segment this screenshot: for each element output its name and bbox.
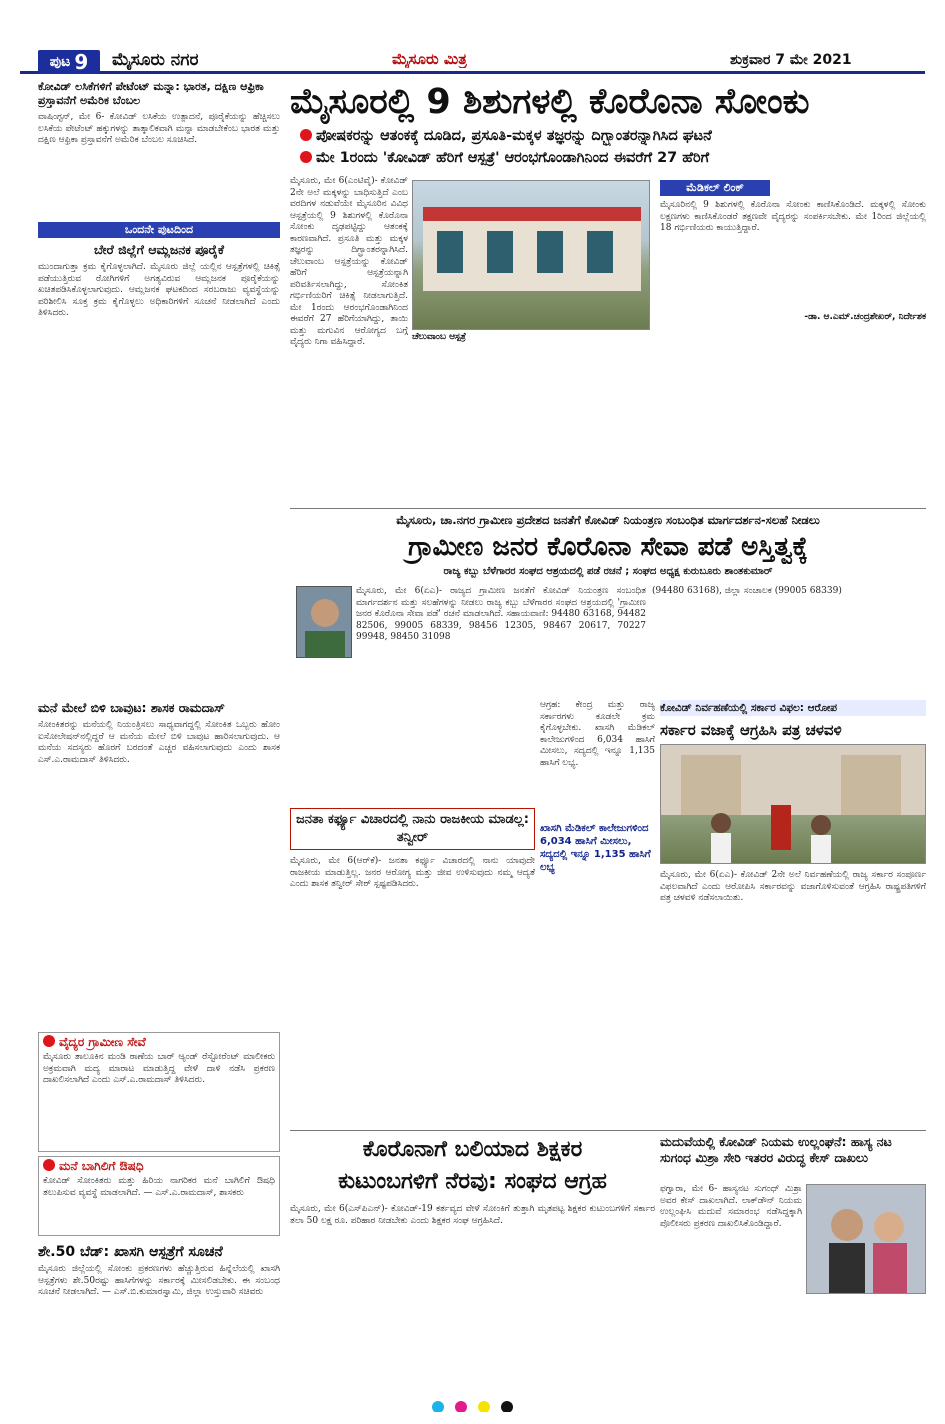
hospital-building-icon: [413, 181, 650, 330]
cyan-dot-icon: [432, 1401, 444, 1412]
doctors-box-title: ವೈದ್ಯರ ಗ್ರಾಮೀಣ ಸೇವೆ: [59, 1035, 146, 1049]
teachers-body: ಮೈಸೂರು, ಮೇ 6(ಎಸ್‌ಪಿಎನ್)- ಕೋವಿಡ್-19 ಕರ್ತವ್ಯದ ವೇಳೆ ಸೋಂಕಿಗೆ ತುತ್ತಾಗಿ ಮೃತಪಟ್ಟ ಶಿಕ್ಷಕರ ಕುಟುಂಬಗಳಿಗೆ ಸರ್ಕಾರ ತಲಾ 50 ಲಕ್ಷ ರೂ. ಪರಿಹಾರ ನೀಡಬೇಕು ಎಂದು ಶಿಕ್ಷಕರ ಸಂಘ ಆಗ್ರಹಿಸಿದೆ.: [290, 1204, 655, 1226]
bullet-icon: [43, 1035, 55, 1047]
white-flag-title: ಮನೆ ಮೇಲೆ ಬಿಳಿ ಬಾವುಟ: ಶಾಸಕ ರಾಮದಾಸ್: [38, 700, 225, 715]
doctors-box: [38, 1032, 280, 1152]
white-flag-body: ಸೋಂಕಿತರನ್ನು ಮನೆಯಲ್ಲಿ ನಿಯಂತ್ರಿಸಲು ಸಾಧ್ಯವಾಗದ್ದಲ್ಲಿ ಸೋಂಕಿತ ಒಬ್ಬರು ಹೋಂ ಐಸೋಲೇಷನ್‌ನಲ್ಲಿದ್ದರೆ ಆ ಮನೆಯ ಮೇಲೆ ಬಿಳಿ ಬಾವುಟ ಹಾರಿಸಲಾಗುವುದು. ಆ ಮನೆಯ ಸದಸ್ಯರು ಹೊರಗೆ ಬರದಂತೆ ಎಚ್ಚರ ವಹಿಸಲಾಗುವುದು ಎಂದು ಶಾಸಕ ಎಸ್.ಎ.ರಾಮದಾಸ್ ತಿಳಿಸಿದರು.: [38, 720, 280, 765]
band-headline: ಗ್ರಾಮೀಣ ಜನರ ಕೊರೊನಾ ಸೇವಾ ಪಡೆ ಅಸ್ತಿತ್ವಕ್ಕೆ: [408, 532, 808, 562]
middle-pull-quote: ಖಾಸಗಿ ಮೆಡಿಕಲ್ ಕಾಲೇಜುಗಳಿಂದ 6,034 ಹಾಸಿಗೆ ಮೀಸಲು, ಸದ್ಯದಲ್ಲಿ ಇನ್ನೂ 1,135 ಹಾಸಿಗೆ ಲಭ್ಯ: [540, 823, 651, 873]
page-label: ಪುಟ: [49, 54, 71, 70]
protest-photo: [660, 744, 926, 864]
lead-brief-title: ಕೋವಿಡ್ ಲಸಿಕೆಗಳಿಗೆ ಪೇಟೆಂಟ್ ಮನ್ನಾ: ಭಾರತ, ದಕ್ಷಿಣ ಆಫ್ರಿಕಾ ಪ್ರಸ್ತಾವನೆಗೆ ಅಮೆರಿಕ ಬೆಂಬಲ: [38, 80, 264, 107]
protest-scene-icon: [661, 745, 926, 864]
failure-headline: ಸರ್ಕಾರ ವಜಾಕ್ಕೆ ಆಗ್ರಹಿಸಿ ಪತ್ರ ಚಳವಳಿ: [660, 721, 842, 739]
oxygen-story-body: ಮುಂದಾಗುತ್ತಾ ಕ್ರಮ ಕೈಗೊಳ್ಳಲಾಗಿದೆ. ಮೈಸೂರು ಜಿಲ್ಲೆ ಯಲ್ಲಿನ ಆಸ್ಪತ್ರೆಗಳಲ್ಲಿ ಚಿಕಿತ್ಸೆ ಪಡೆಯುತ್ತಿರುವ ರೋಗಿಗಳಿಗೆ ಅಗತ್ಯವಿರುವ ಆಮ್ಲಜನಕ ಪೂರೈಕೆಯನ್ನು ಖಚಿತಪಡಿಸಿಕೊಳ್ಳಲಾಗುವುದು. ಆಮ್ಲಜನಕ ಘಟಕದಿಂದ ಸರಬರಾಜು ವ್ಯವಸ್ಥೆಯನ್ನು ಪರಿಶೀಲಿಸಿ ಸೂಕ್ತ ಕ್ರಮ ಕೈಗೊಳ್ಳಲು ಅಧಿಕಾರಿಗಳಿಗೆ ಸೂಚನೆ ನೀಡಲಾಗಿದೆ ಎಂದು ತಿಳಿಸಿದರು.: [38, 262, 280, 318]
page-number: 9: [74, 50, 89, 74]
masthead: ಮೈಸೂರು ಮಿತ್ರ: [392, 50, 467, 68]
beds-story-body: ಮೈಸೂರು ಜಿಲ್ಲೆಯಲ್ಲಿ ಸೋಂಕು ಪ್ರಕರಣಗಳು ಹೆಚ್ಚುತ್ತಿರುವ ಹಿನ್ನೆಲೆಯಲ್ಲಿ ಖಾಸಗಿ ಆಸ್ಪತ್ರೆಗಳು ಶೇ.50ರಷ್ಟು ಹಾಸಿಗೆಗಳನ್ನು ಸರ್ಕಾರಕ್ಕೆ ಮೀಸಲಿಡಬೇಕು. ಈ ಸಂಬಂಧ ಸೂಚನೆ ನೀಡಲಾಗಿದೆ. — ಎಸ್.ಬಿ.ಕುಮಾರಸ್ವಾಮಿ, ಜಿಲ್ಲಾ ಉಸ್ತುವಾರಿ ಸಚಿವರು: [38, 1264, 280, 1297]
registration-marks: [0, 1398, 945, 1412]
failure-kicker: ಕೋವಿಡ್ ನಿರ್ವಹಣೆಯಲ್ಲಿ ಸರ್ಕಾರ ವಿಫಲ: ಆರೋಪ: [660, 700, 926, 716]
section-name: ಮೈಸೂರು ನಗರ: [112, 50, 199, 70]
wedding-body: ಫಗ್ವಾರಾ, ಮೇ 6- ಹಾಸ್ಯನಟ ಸುಗಂಧ್ ಮಿಶ್ರಾ ಅವರ ಕೇಸ್ ದಾಖಲಾಗಿದೆ. ಲಾಕ್‌ಡೌನ್ ನಿಯಮ ಉಲ್ಲಂಘಿಸಿ ಮದುವೆ ಸಮಾರಂಭ ನಡೆಸಿದ್ದಕ್ಕಾಗಿ ಪೊಲೀಸರು ಪ್ರಕರಣ ದಾಖಲಿಸಿಕೊಂಡಿದ್ದಾರೆ.: [660, 1184, 802, 1229]
white-flag-story: [38, 700, 280, 1030]
main-deck-2: ಮೇ 1ರಂದು 'ಕೋವಿಡ್ ಹೆರಿಗೆ ಆಸ್ಪತ್ರೆ' ಆರಂಭಗೊಂಡಾಗಿನಿಂದ ಈವರೆಗೆ 27 ಹೆರಿಗೆ: [316, 150, 710, 166]
bullet-icon: [43, 1159, 55, 1171]
lead-brief: [38, 80, 280, 220]
dateline: ಶುಕ್ರವಾರ 7 ಮೇ 2021: [730, 52, 852, 68]
magenta-dot-icon: [455, 1401, 467, 1412]
tanveer-headline: ಜನತಾ ಕರ್ಫ್ಯೂ ವಿಚಾರದಲ್ಲಿ ನಾನು ರಾಜಕೀಯ ಮಾಡಲ್ಲ: ತನ್ವೀರ್: [290, 808, 535, 850]
lead-brief-body: ವಾಷಿಂಗ್ಟನ್, ಮೇ 6- ಕೋವಿಡ್ ಲಸಿಕೆಯ ಉತ್ಪಾದನೆ, ಪೂರೈಕೆಯನ್ನು ಹೆಚ್ಚಿಸಲು ಲಸಿಕೆಯ ಪೇಟೆಂಟ್ ಹಕ್ಕುಗಳನ್ನು ತಾತ್ಕಾಲಿಕವಾಗಿ ಮನ್ನಾ ಮಾಡಬೇಕೆಂಬ ಭಾರತ ಮತ್ತು ದಕ್ಷಿಣ ಆಫ್ರಿಕಾ ಪ್ರಸ್ತಾವನೆಗೆ ಅಮೆರಿಕ ಬೆಂಬಲ ಸೂಚಿಸಿದೆ.: [38, 112, 280, 145]
wedding-headline: ಮದುವೆಯಲ್ಲಿ ಕೋವಿಡ್ ನಿಯಮ ಉಲ್ಲಂಘನೆ: ಹಾಸ್ಯ ನಟ ಸುಗಂಧ ಮಿಶ್ರಾ ಸೇರಿ ಇತರರ ವಿರುದ್ಧ ಕೇಸ್ ದಾಖಲು: [660, 1134, 892, 1165]
medical-link-body: ಮೈಸೂರಿನಲ್ಲಿ 9 ಶಿಶುಗಳಲ್ಲಿ ಕೊರೊನಾ ಸೋಂಕು ಕಾಣಿಸಿಕೊಂಡಿದೆ. ಮಕ್ಕಳಲ್ಲಿ ಸೋಂಕು ಲಕ್ಷಣಗಳು ಕಾಣಿಸಿಕೊಂಡರೆ ತಕ್ಷಣವೇ ವೈದ್ಯರನ್ನು ಸಂಪರ್ಕಿಸಬೇಕು. ಮೇ 1ರಿಂದ ಜಿಲ್ಲೆಯಲ್ಲಿ 18 ಗರ್ಭಿಣಿಯರು ಕಾಯುತ್ತಿದ್ದಾರೆ.: [660, 200, 926, 233]
main-headline: ಮೈಸೂರಲ್ಲಿ 9 ಶಿಶುಗಳಲ್ಲಿ ಕೊರೊನಾ ಸೋಂಕು: [290, 82, 810, 122]
main-story-body: ಮೈಸೂರು, ಮೇ 6(ಎಂಟಿವೈ)- ಕೋವಿಡ್ 2ನೇ ಅಲೆ ಮಕ್ಕಳನ್ನು ಬಾಧಿಸುತ್ತಿದೆ ಎಂಬ ವರದಿಗಳ ನಡುವೆಯೇ ಮೈಸೂರಿನ ವಿವಿಧ ಆಸ್ಪತ್ರೆಯಲ್ಲಿ 9 ಶಿಶುಗಳಲ್ಲಿ ಕೊರೊನಾ ಸೋಂಕು ದೃಢಪಟ್ಟಿದ್ದು ಆತಂಕಕ್ಕೆ ಕಾರಣವಾಗಿದೆ. ಪ್ರಸೂತಿ ಮತ್ತು ಮಕ್ಕಳ ತಜ್ಞರನ್ನು ದಿಗ್ಭ್ರಾಂತರನ್ನಾಗಿಸಿದೆ. ಚೆಲುವಾಂಬ ಆಸ್ಪತ್ರೆಯನ್ನು ಕೋವಿಡ್ ಹೆರಿಗೆ ಆಸ್ಪತ್ರೆಯನ್ನಾಗಿ ಪರಿವರ್ತಿಸಲಾಗಿದ್ದು, ಸೋಂಕಿತ ಗರ್ಭಿಣಿಯರಿಗೆ ಚಿಕಿತ್ಸೆ ನೀಡಲಾಗುತ್ತಿದೆ. ಮೇ 1ರಂದು ಆರಂಭಗೊಂಡಾಗಿನಿಂದ ಈವರೆಗೆ 27 ಹೆರಿಗೆಯಾಗಿದ್ದು, ತಾಯಿ ಮತ್ತು ಮಗುವಿನ ಆರೋಗ್ಯದ ಬಗ್ಗೆ ವೈದ್ಯರು ನಿಗಾ ವಹಿಸಿದ್ದಾರೆ.: [290, 176, 408, 347]
band-subhead: ರಾಜ್ಯ ಕಬ್ಬು ಬೆಳೆಗಾರರ ಸಂಘದ ಆಶ್ರಯದಲ್ಲಿ ಪಡೆ ರಚನೆ ; ಸಂಘದ ಅಧ್ಯಕ್ಷ ಕುರುಬೂರು ಶಾಂತಕುಮಾರ್: [443, 566, 773, 577]
bullet-icon: [300, 129, 312, 141]
middle-col-body: ಆಗ್ರಹ: ಕೇಂದ್ರ ಮತ್ತು ರಾಜ್ಯ ಸರ್ಕಾರಗಳು ಕೂಡಲೇ ಕ್ರಮ ಕೈಗೊಳ್ಳಬೇಕು. ಖಾಸಗಿ ಮೆಡಿಕಲ್ ಕಾಲೇಜುಗಳಿಂದ 6,034 ಹಾಸಿಗೆ ಮೀಸಲು, ಸದ್ಯದಲ್ಲಿ ಇನ್ನೂ 1,135 ಹಾಸಿಗೆ ಲಭ್ಯ.: [540, 700, 655, 768]
tanveer-body: ಮೈಸೂರು, ಮೇ 6(ಆರ್‌ಕೆ)- ಜನತಾ ಕರ್ಫ್ಯೂ ವಿಚಾರದಲ್ಲಿ ನಾನು ಯಾವುದೇ ರಾಜಕೀಯ ಮಾಡುತ್ತಿಲ್ಲ. ಜನರ ಆರೋಗ್ಯ ಮತ್ತು ಜೀವ ಉಳಿಸುವುದು ನಮ್ಮ ಆದ್ಯತೆ ಎಂದು ಶಾಸಕ ತನ್ವೀರ್ ಸೇಠ್ ಸ್ಪಷ್ಟಪಡಿಸಿದರು.: [290, 856, 535, 889]
teachers-headline-1: ಕೊರೊನಾಗೆ ಬಲಿಯಾದ ಶಿಕ್ಷಕರ: [362, 1137, 583, 1162]
person-photo: [296, 586, 352, 658]
doctors-box-body: ಮೈಸೂರು ತಾಲೂಕಿನ ಮಂಡಿ ಠಾಣೆಯ ಬಾರ್ ಆ್ಯಂಡ್ ರೆಸ್ಟೋರೆಂಟ್ ಮಾಲೀಕರು ಅಕ್ರಮವಾಗಿ ಮದ್ಯ ಮಾರಾಟ ಮಾಡುತ್ತಿದ್ದ ವೇಳೆ ದಾಳಿ ನಡೆಸಿ ಪ್ರಕರಣ ದಾಖಲಿಸಲಾಗಿದೆ ಎಂದು ಎಸ್.ಎ.ರಾಮದಾಸ್ ತಿಳಿಸಿದರು.: [43, 1052, 275, 1085]
medical-link-signature: -ಡಾ. ಆ.ಎಮ್.ಚಂದ್ರಶೇಖರ್, ನಿರ್ದೇಶಕ: [804, 312, 926, 322]
oxygen-story-title: ಬೇರೆ ಜಿಲ್ಲೆಗೆ ಆಮ್ಲಜನಕ ಪೂರೈಕೆ: [94, 242, 224, 257]
band-helpline: (94480 63168), ಜಿಲ್ಲಾ ಸಂಚಾಲಕ (99005 68339): [652, 586, 842, 596]
yellow-dot-icon: [478, 1401, 490, 1412]
medicine-box: [38, 1156, 280, 1236]
actor-photo: [806, 1184, 926, 1294]
failure-body: ಮೈಸೂರು, ಮೇ 6(ಏಎ)- ಕೋವಿಡ್ 2ನೇ ಅಲೆ ನಿರ್ವಹಣೆಯಲ್ಲಿ ರಾಜ್ಯ ಸರ್ಕಾರ ಸಂಪೂರ್ಣ ವಿಫಲವಾಗಿದೆ ಎಂದು ಆರೋಪಿಸಿ ಸರ್ಕಾರವನ್ನು ವಜಾಗೊಳಿಸುವಂತೆ ಆಗ್ರಹಿಸಿ ರಾಷ್ಟ್ರಪತಿಗಳಿಗೆ ಪತ್ರ ಚಳವಳಿ ನಡೆಸಲಾಯಿತು.: [660, 870, 926, 903]
photo-caption: ಚೆಲುವಾಂಬ ಆಸ್ಪತ್ರೆ: [412, 332, 467, 342]
medicine-box-title: ಮನೆ ಬಾಗಿಲಿಗೆ ಔಷಧಿ: [59, 1159, 144, 1173]
oxygen-story: [38, 242, 280, 642]
band-kicker: ಮೈಸೂರು, ಚಾ.ನಗರ ಗ್ರಾಮೀಣ ಪ್ರದೇಶದ ಜನತೆಗೆ ಕೋವಿಡ್ ನಿಯಂತ್ರಣ ಸಂಬಂಧಿತ ಮಾರ್ಗದರ್ಶನ-ಸಲಹೆ ನೀಡಲು: [396, 513, 820, 527]
couple-portrait-icon: [807, 1185, 926, 1294]
beds-story-title: ಶೇ.50 ಬೆಡ್: ಖಾಸಗಿ ಆಸ್ಪತ್ರೆಗೆ ಸೂಚನೆ: [38, 1244, 223, 1260]
beds-story: [38, 1244, 280, 1394]
band-body: ಮೈಸೂರು, ಮೇ 6(ಏಎ)- ರಾಜ್ಯದ ಗ್ರಾಮೀಣ ಜನತೆಗೆ ಕೋವಿಡ್ ನಿಯಂತ್ರಣ ಸಂಬಂಧಿತ ಮಾರ್ಗದರ್ಶನ ಮತ್ತು ಸಲಹೆಗಳನ್ನು ನೀಡಲು ರಾಜ್ಯ ಕಬ್ಬು ಬೆಳೆಗಾರರ ಸಂಘದ ಆಶ್ರಯದಲ್ಲಿ 'ಗ್ರಾಮೀಣ ಜನರ ಕೊರೊನಾ ಸೇವಾ ಪಡೆ' ರಚನೆ ಮಾಡಲಾಗಿದೆ. ಸಹಾಯವಾಣಿ: 94480 63168, 94482 82506, 99005 68339, 98456 12305, 98467 20617, 70227 99948, 98450 31098: [356, 586, 646, 642]
page-number-badge: [38, 50, 100, 74]
continued-band: ಒಂದನೇ ಪುಟದಿಂದ: [38, 222, 280, 238]
main-deck-1: ಪೋಷಕರನ್ನು ಆತಂಕಕ್ಕೆ ದೂಡಿದ, ಪ್ರಸೂತಿ-ಮಕ್ಕಳ ತಜ್ಞರನ್ನು ದಿಗ್ಭ್ರಾಂತರನ್ನಾಗಿಸಿದ ಘಟನೆ: [316, 128, 712, 144]
hospital-photo: [412, 180, 650, 330]
medicine-box-body: ಕೋವಿಡ್ ಸೋಂಕಿತರು ಮತ್ತು ಹಿರಿಯ ನಾಗರಿಕರ ಮನೆ ಬಾಗಿಲಿಗೆ ಔಷಧಿ ತಲುಪಿಸುವ ವ್ಯವಸ್ಥೆ ಮಾಡಲಾಗಿದೆ. — ಎಸ್.ಎ.ರಾಮದಾಸ್, ಶಾಸಕರು: [43, 1176, 275, 1198]
medical-link-band: ಮೆಡಿಕಲ್ ಲಿಂಕ್: [660, 180, 770, 196]
portrait-icon: [297, 587, 352, 658]
teachers-headline-2: ಕುಟುಂಬಗಳಿಗೆ ನೆರವು: ಸಂಘದ ಆಗ್ರಹ: [338, 1169, 607, 1194]
black-dot-icon: [501, 1401, 513, 1412]
bullet-icon: [300, 151, 312, 163]
